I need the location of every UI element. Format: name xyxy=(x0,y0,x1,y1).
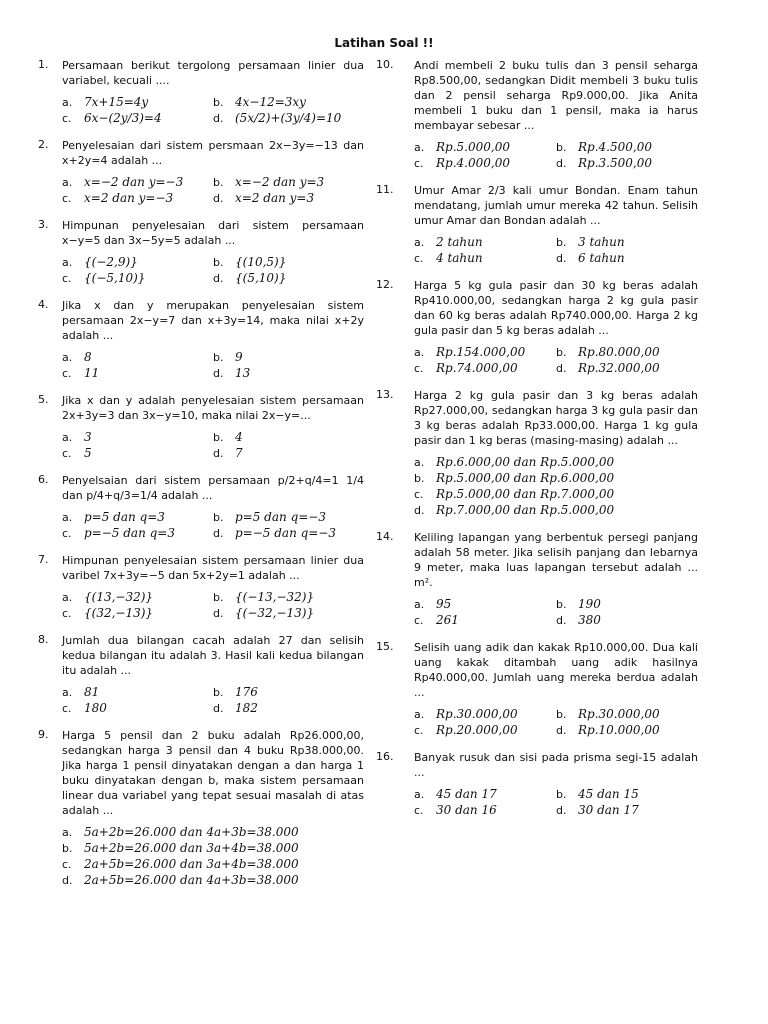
question-header xyxy=(376,750,698,780)
option-letter: d. xyxy=(556,362,567,375)
answer-option[interactable] xyxy=(414,471,698,486)
question-text: Penyelsaian dari sistem persamaan p/2+q/4=1 1/4 dan p/4+q/3=1/4 adalah ... xyxy=(62,474,364,502)
option-value: 5a+2b=26.000 dan 3a+4b=38.000 xyxy=(84,841,299,855)
question-number: 2. xyxy=(38,138,49,151)
options-list xyxy=(376,235,698,266)
question xyxy=(38,58,364,126)
answer-option[interactable] xyxy=(556,613,698,628)
right-column xyxy=(376,58,698,830)
option-value: 13 xyxy=(235,366,251,380)
answer-option[interactable] xyxy=(62,430,213,445)
options-list xyxy=(38,255,364,286)
option-value: {(32,−13)} xyxy=(84,606,154,620)
option-value: 11 xyxy=(84,366,100,380)
option-letter: d. xyxy=(556,252,567,265)
question-number: 6. xyxy=(38,473,49,486)
option-value: 30 dan 16 xyxy=(436,803,497,817)
question-text: Harga 5 kg gula pasir dan 30 kg beras adalah Rp410.000,00, sedangkan harga 2 kg gula pasir dan 60 kg beras adalah Rp740.000,00. Harga 2 kg gula pasir dan 5 kg beras adalah ... xyxy=(414,279,698,337)
question-header xyxy=(376,183,698,228)
option-value: p=5 dan q=−3 xyxy=(235,510,326,524)
answer-option[interactable] xyxy=(414,723,556,738)
question xyxy=(376,58,698,171)
question-text: Selisih uang adik dan kakak Rp10.000,00. Dua kali uang kakak ditambah uang adik hasilnya Rp40.000,00. Jumlah uang mereka berdua adalah ... xyxy=(414,641,698,699)
answer-option[interactable] xyxy=(556,787,698,802)
answer-option[interactable] xyxy=(556,723,698,738)
answer-option[interactable] xyxy=(414,455,698,470)
option-letter: a. xyxy=(414,346,425,359)
answer-option[interactable] xyxy=(414,597,556,612)
question-number: 16. xyxy=(376,750,394,763)
answer-option[interactable] xyxy=(62,111,213,126)
answer-option[interactable] xyxy=(213,685,364,700)
option-letter: c. xyxy=(414,804,424,817)
question-number: 15. xyxy=(376,640,394,653)
answer-option[interactable] xyxy=(62,841,364,856)
option-letter: d. xyxy=(213,447,224,460)
option-letter: c. xyxy=(414,362,424,375)
answer-option[interactable] xyxy=(62,191,213,206)
option-value: 4 tahun xyxy=(436,251,483,265)
question-header xyxy=(38,298,364,343)
question-header xyxy=(38,473,364,503)
option-value: p=−5 dan q=−3 xyxy=(235,526,337,540)
option-value: 7x+15=4y xyxy=(84,95,149,109)
option-letter: a. xyxy=(62,96,73,109)
option-letter: c. xyxy=(62,367,72,380)
option-letter: c. xyxy=(62,192,72,205)
question-text: Himpunan penyelesaian sistem persamaan linier dua varibel 7x+3y=−5 dan 5x+2y=1 adalah ... xyxy=(62,554,364,582)
question-text: Harga 2 kg gula pasir dan 3 kg beras adalah Rp27.000,00, sedangkan harga 3 kg gula pasir dan 3 kg beras adalah Rp33.000,00. Harga 1 kg gula pasir dan 1 kg beras (masing-masing) adalah ... xyxy=(414,389,698,447)
answer-option[interactable] xyxy=(213,446,364,461)
option-letter: b. xyxy=(213,256,224,269)
options-list xyxy=(38,175,364,206)
option-letter: d. xyxy=(213,702,224,715)
answer-option[interactable] xyxy=(62,526,213,541)
option-value: 180 xyxy=(84,701,107,715)
answer-option[interactable] xyxy=(62,446,213,461)
option-letter: a. xyxy=(414,788,425,801)
answer-option[interactable] xyxy=(62,510,213,525)
answer-option[interactable] xyxy=(414,613,556,628)
option-letter: b. xyxy=(556,708,567,721)
answer-option[interactable] xyxy=(213,701,364,716)
option-letter: c. xyxy=(62,272,72,285)
page-title: Latihan Soal !! xyxy=(334,36,434,50)
question xyxy=(38,553,364,621)
option-value: Rp.74.000,00 xyxy=(436,361,518,375)
question-number: 5. xyxy=(38,393,49,406)
question xyxy=(38,393,364,461)
question xyxy=(376,640,698,738)
answer-option[interactable] xyxy=(62,873,364,888)
answer-option[interactable] xyxy=(213,606,364,621)
answer-option[interactable] xyxy=(556,251,698,266)
option-letter: a. xyxy=(414,598,425,611)
option-letter: b. xyxy=(213,511,224,524)
answer-option[interactable] xyxy=(62,857,364,872)
answer-option[interactable] xyxy=(213,366,364,381)
option-value: Rp.3.500,00 xyxy=(578,156,652,170)
option-letter: b. xyxy=(213,431,224,444)
option-value: {(13,−32)} xyxy=(84,590,154,604)
question xyxy=(376,278,698,376)
answer-option[interactable] xyxy=(62,271,213,286)
option-value: Rp.5.000,00 dan Rp.7.000,00 xyxy=(436,487,615,501)
option-value: Rp.80.000,00 xyxy=(578,345,660,359)
option-letter: c. xyxy=(62,607,72,620)
question-number: 7. xyxy=(38,553,49,566)
answer-option[interactable] xyxy=(414,345,556,360)
answer-option[interactable] xyxy=(414,707,556,722)
answer-option[interactable] xyxy=(62,825,364,840)
option-value: Rp.4.000,00 xyxy=(436,156,510,170)
question-header xyxy=(38,633,364,678)
question-header xyxy=(38,553,364,583)
question-header xyxy=(376,388,698,448)
options-list xyxy=(376,707,698,738)
answer-option[interactable] xyxy=(414,503,698,518)
option-value: Rp.10.000,00 xyxy=(578,723,660,737)
options-list xyxy=(38,590,364,621)
option-value: 3 tahun xyxy=(578,235,625,249)
option-value: 4x−12=3xy xyxy=(235,95,306,109)
question xyxy=(376,388,698,518)
answer-option[interactable] xyxy=(62,590,213,605)
answer-option[interactable] xyxy=(556,361,698,376)
question-text: Jumlah dua bilangan cacah adalah 27 dan selisih kedua bilangan itu adalah 3. Hasil kali kedua bilangan itu adalah ... xyxy=(62,634,364,677)
option-value: {(−32,−13)} xyxy=(235,606,315,620)
question-header xyxy=(376,58,698,133)
answer-option[interactable] xyxy=(62,685,213,700)
option-letter: b. xyxy=(556,598,567,611)
question-header xyxy=(38,393,364,423)
option-value: x=−2 dan y=−3 xyxy=(84,175,184,189)
option-value: 380 xyxy=(578,613,601,627)
answer-option[interactable] xyxy=(213,175,364,190)
answer-option[interactable] xyxy=(213,430,364,445)
option-value: 81 xyxy=(84,685,100,699)
answer-option[interactable] xyxy=(414,156,556,171)
option-value: 7 xyxy=(235,446,243,460)
option-value: 30 dan 17 xyxy=(578,803,639,817)
option-letter: d. xyxy=(556,157,567,170)
option-value: (5x/2)+(3y/4)=10 xyxy=(235,111,342,125)
option-value: 190 xyxy=(578,597,601,611)
question-header xyxy=(38,218,364,248)
question xyxy=(38,138,364,206)
option-letter: b. xyxy=(556,236,567,249)
option-value: 4 xyxy=(235,430,243,444)
answer-option[interactable] xyxy=(213,95,364,110)
answer-option[interactable] xyxy=(213,255,364,270)
question-text: Harga 5 pensil dan 2 buku adalah Rp26.000,00, sedangkan harga 3 pensil dan 4 buku Rp38.000,00. Jika harga 1 pensil dinyatakan dengan a dan harga 1 buku dinyatakan dengan b, maka sistem persamaan linear dua variabel yang tepat sesuai masalah di atas adalah ... xyxy=(62,729,364,817)
option-value: Rp.30.000,00 xyxy=(578,707,660,721)
option-value: {(−13,−32)} xyxy=(235,590,315,604)
question-number: 10. xyxy=(376,58,394,71)
option-letter: d. xyxy=(414,504,425,517)
option-letter: c. xyxy=(62,447,72,460)
question xyxy=(38,473,364,541)
answer-option[interactable] xyxy=(62,175,213,190)
question xyxy=(38,218,364,286)
option-value: 176 xyxy=(235,685,258,699)
question xyxy=(376,530,698,628)
question-number: 1. xyxy=(38,58,49,71)
question-number: 11. xyxy=(376,183,394,196)
option-value: Rp.4.500,00 xyxy=(578,140,652,154)
question xyxy=(376,183,698,266)
option-letter: d. xyxy=(213,607,224,620)
option-value: p=−5 dan q=3 xyxy=(84,526,175,540)
question-header xyxy=(38,58,364,88)
option-letter: c. xyxy=(62,858,72,871)
option-letter: d. xyxy=(213,112,224,125)
option-letter: b. xyxy=(213,176,224,189)
question-text: Himpunan penyelesaian dari sistem persamaan x−y=5 dan 3x−5y=5 adalah ... xyxy=(62,219,364,247)
answer-option[interactable] xyxy=(556,597,698,612)
option-letter: c. xyxy=(414,724,424,737)
answer-option[interactable] xyxy=(556,140,698,155)
answer-option[interactable] xyxy=(213,510,364,525)
option-value: Rp.32.000,00 xyxy=(578,361,660,375)
options-list xyxy=(38,685,364,716)
option-value: x=2 dan y=−3 xyxy=(84,191,174,205)
question-number: 12. xyxy=(376,278,394,291)
answer-option[interactable] xyxy=(414,361,556,376)
question xyxy=(376,750,698,818)
option-value: 5 xyxy=(84,446,92,460)
option-letter: b. xyxy=(556,788,567,801)
question xyxy=(38,728,364,888)
option-value: 95 xyxy=(436,597,452,611)
option-value: 261 xyxy=(436,613,459,627)
options-list xyxy=(38,350,364,381)
option-letter: b. xyxy=(556,346,567,359)
answer-option[interactable] xyxy=(414,803,556,818)
answer-option[interactable] xyxy=(414,251,556,266)
question xyxy=(38,298,364,381)
answer-option[interactable] xyxy=(213,111,364,126)
question-number: 8. xyxy=(38,633,49,646)
answer-option[interactable] xyxy=(213,526,364,541)
option-letter: b. xyxy=(213,686,224,699)
option-value: x=−2 dan y=3 xyxy=(235,175,325,189)
question-header xyxy=(376,530,698,590)
option-letter: b. xyxy=(213,351,224,364)
answer-option[interactable] xyxy=(213,590,364,605)
answer-option[interactable] xyxy=(556,235,698,250)
option-value: {(−2,9)} xyxy=(84,255,138,269)
option-value: Rp.5.000,00 xyxy=(436,140,510,154)
option-letter: a. xyxy=(414,236,425,249)
option-value: {(5,10)} xyxy=(235,271,287,285)
option-value: 2a+5b=26.000 dan 4a+3b=38.000 xyxy=(84,873,299,887)
options-list xyxy=(376,787,698,818)
question-header xyxy=(38,728,364,818)
question-text: Banyak rusuk dan sisi pada prisma segi-15 adalah ... xyxy=(414,751,698,779)
option-letter: a. xyxy=(62,826,73,839)
option-letter: b. xyxy=(556,141,567,154)
option-letter: d. xyxy=(213,527,224,540)
answer-option[interactable] xyxy=(556,345,698,360)
option-value: 2a+5b=26.000 dan 3a+4b=38.000 xyxy=(84,857,299,871)
option-value: 8 xyxy=(84,350,92,364)
option-letter: a. xyxy=(62,351,73,364)
option-letter: b. xyxy=(414,472,425,485)
option-letter: b. xyxy=(62,842,73,855)
answer-option[interactable] xyxy=(414,787,556,802)
question-number: 13. xyxy=(376,388,394,401)
option-letter: d. xyxy=(556,614,567,627)
question-number: 4. xyxy=(38,298,49,311)
answer-option[interactable] xyxy=(62,350,213,365)
option-value: 6 tahun xyxy=(578,251,625,265)
option-letter: d. xyxy=(213,272,224,285)
answer-option[interactable] xyxy=(213,350,364,365)
option-value: Rp.6.000,00 dan Rp.5.000,00 xyxy=(436,455,615,469)
option-value: 3 xyxy=(84,430,92,444)
question-number: 9. xyxy=(38,728,49,741)
question-header xyxy=(376,278,698,338)
options-list xyxy=(376,345,698,376)
answer-option[interactable] xyxy=(62,701,213,716)
option-letter: b. xyxy=(213,591,224,604)
option-value: Rp.154.000,00 xyxy=(436,345,526,359)
question-header xyxy=(38,138,364,168)
question-text: Andi membeli 2 buku tulis dan 3 pensil seharga Rp8.500,00, sedangkan Didit membeli 3 buku tulis dan 2 pensil seharga Rp9.000,00. Jika Anita membeli 1 buku dan 1 pensil, maka ia harus membayar sebesar ... xyxy=(414,59,698,132)
option-value: x=2 dan y=3 xyxy=(235,191,315,205)
option-letter: c. xyxy=(414,157,424,170)
option-letter: c. xyxy=(414,252,424,265)
option-letter: a. xyxy=(62,256,73,269)
option-letter: c. xyxy=(62,527,72,540)
left-column xyxy=(38,58,364,900)
options-list xyxy=(376,140,698,171)
answer-option[interactable] xyxy=(62,606,213,621)
option-value: 45 dan 15 xyxy=(578,787,639,801)
option-value: {(10,5)} xyxy=(235,255,287,269)
option-letter: d. xyxy=(213,367,224,380)
question-text: Umur Amar 2/3 kali umur Bondan. Enam tahun mendatang, jumlah umur mereka 42 tahun. Selisih umur Amar dan Bondan adalah ... xyxy=(414,184,698,227)
option-letter: a. xyxy=(414,456,425,469)
option-letter: a. xyxy=(62,176,73,189)
question-text: Penyelesaian dari sistem persmaan 2x−3y=−13 dan x+2y=4 adalah ... xyxy=(62,139,364,167)
option-value: p=5 dan q=3 xyxy=(84,510,165,524)
option-value: Rp.20.000,00 xyxy=(436,723,518,737)
option-value: 2 tahun xyxy=(436,235,483,249)
option-letter: a. xyxy=(62,511,73,524)
answer-option[interactable] xyxy=(62,366,213,381)
option-letter: d. xyxy=(556,724,567,737)
option-value: 5a+2b=26.000 dan 4a+3b=38.000 xyxy=(84,825,299,839)
options-list xyxy=(376,455,698,518)
option-letter: c. xyxy=(62,702,72,715)
option-letter: c. xyxy=(414,614,424,627)
question-text: Jika x dan y merupakan penyelesaian sistem persamaan 2x−y=7 dan x+3y=14, maka nilai x+2y adalah ... xyxy=(62,299,364,342)
answer-option[interactable] xyxy=(213,271,364,286)
option-value: Rp.5.000,00 dan Rp.6.000,00 xyxy=(436,471,615,485)
answer-option[interactable] xyxy=(62,95,213,110)
option-value: 182 xyxy=(235,701,258,715)
question-text: Keliling lapangan yang berbentuk persegi panjang adalah 58 meter. Jika selisih panjang dan lebarnya 9 meter, maka luas lapangan tersebut adalah ... m². xyxy=(414,531,698,589)
option-value: Rp.30.000,00 xyxy=(436,707,518,721)
option-letter: d. xyxy=(213,192,224,205)
options-list xyxy=(376,597,698,628)
option-value: 9 xyxy=(235,350,243,364)
answer-option[interactable] xyxy=(414,487,698,502)
options-list xyxy=(38,510,364,541)
answer-option[interactable] xyxy=(414,235,556,250)
answer-option[interactable] xyxy=(556,156,698,171)
options-list xyxy=(38,95,364,126)
option-letter: a. xyxy=(62,431,73,444)
option-letter: a. xyxy=(62,591,73,604)
option-value: 45 dan 17 xyxy=(436,787,497,801)
answer-option[interactable] xyxy=(556,707,698,722)
answer-option[interactable] xyxy=(62,255,213,270)
option-letter: a. xyxy=(414,708,425,721)
question-text: Jika x dan y adalah penyelesaian sistem persamaan 2x+3y=3 dan 3x−y=10, maka nilai 2x−y=... xyxy=(62,394,364,422)
question-number: 3. xyxy=(38,218,49,231)
options-list xyxy=(38,430,364,461)
question-text: Persamaan berikut tergolong persamaan linier dua variabel, kecuali .... xyxy=(62,59,364,87)
option-value: 6x−(2y/3)=4 xyxy=(84,111,162,125)
option-letter: b. xyxy=(213,96,224,109)
answer-option[interactable] xyxy=(556,803,698,818)
question xyxy=(38,633,364,716)
option-letter: c. xyxy=(414,488,424,501)
question-header xyxy=(376,640,698,700)
options-list xyxy=(38,825,364,888)
option-value: {(−5,10)} xyxy=(84,271,146,285)
answer-option[interactable] xyxy=(414,140,556,155)
question-number: 14. xyxy=(376,530,394,543)
option-letter: d. xyxy=(62,874,73,887)
option-letter: d. xyxy=(556,804,567,817)
option-value: Rp.7.000,00 dan Rp.5.000,00 xyxy=(436,503,615,517)
option-letter: a. xyxy=(414,141,425,154)
option-letter: a. xyxy=(62,686,73,699)
answer-option[interactable] xyxy=(213,191,364,206)
option-letter: c. xyxy=(62,112,72,125)
